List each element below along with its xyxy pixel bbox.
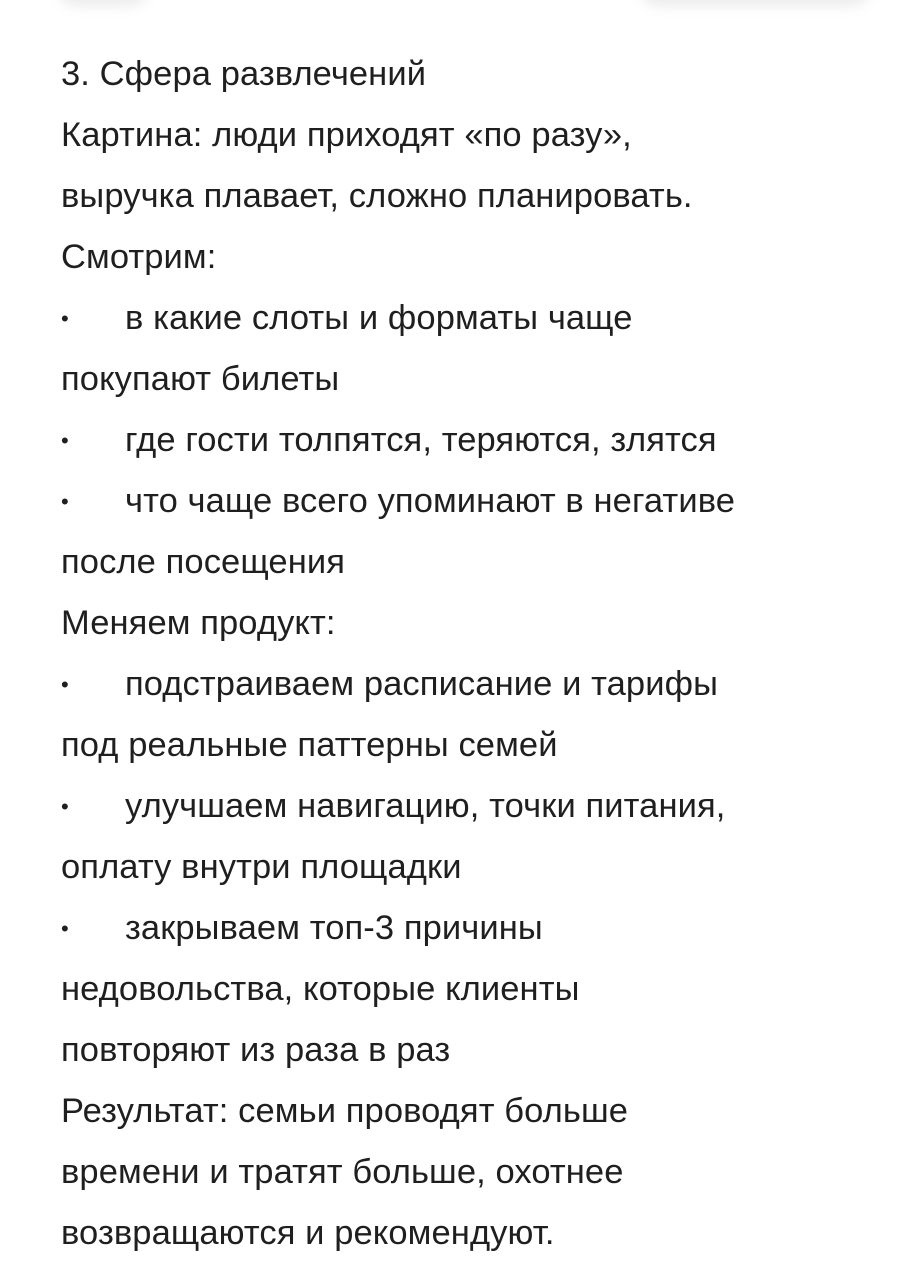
look-label: Смотрим: [61, 238, 217, 276]
look-item-2 [61, 410, 881, 471]
look-item-1-line-2: покупают билеты [61, 360, 340, 398]
look-item-1 [61, 288, 881, 349]
result-line-1: Результат: семьи проводят больше [61, 1092, 629, 1130]
change-item-3-line-1: закрываем топ-3 причины [125, 909, 543, 947]
picture-line-1: Картина: люди приходят «по разу», [61, 116, 632, 154]
change-item-2 [61, 776, 881, 837]
change-item-2-line-2: оплату внутри площадки [61, 848, 462, 886]
result-line-3: возвращаются и рекомендуют. [61, 1214, 555, 1252]
bullet-icon: • [61, 489, 69, 514]
change-item-1 [61, 654, 881, 715]
look-item-3 [61, 471, 881, 532]
bullet-icon: • [61, 306, 69, 331]
bullet-icon: • [61, 428, 69, 453]
bullet-icon: • [61, 672, 69, 697]
bullet-icon: • [61, 916, 69, 941]
section-heading: 3. Сфера развлечений [61, 55, 427, 93]
look-item-1-line-1: в какие слоты и форматы чаще [125, 299, 633, 337]
look-item-2-line-1: где гости толпятся, теряются, злятся [125, 421, 717, 459]
look-item-3-line-2: после посещения [61, 543, 346, 581]
bullet-icon: • [61, 794, 69, 819]
top-ui-shadow-left [58, 0, 148, 6]
result-line-2: времени и тратят больше, охотнее [61, 1153, 624, 1191]
picture-line-2: выручка плавает, сложно планировать. [61, 177, 693, 215]
change-label: Меняем продукт: [61, 604, 336, 642]
change-item-2-line-1: улучшаем навигацию, точки питания, [125, 787, 726, 825]
change-item-3-line-2: недовольства, которые клиенты [61, 970, 580, 1008]
look-item-3-line-1: что чаще всего упоминают в негативе [125, 482, 736, 520]
top-ui-shadow-right [640, 0, 870, 6]
change-item-3 [61, 898, 881, 959]
note-text-block [61, 44, 881, 1264]
change-item-3-line-3: повторяют из раза в раз [61, 1031, 451, 1069]
change-item-1-line-1: подстраиваем расписание и тарифы [125, 665, 718, 703]
change-item-1-line-2: под реальные паттерны семей [61, 726, 558, 764]
